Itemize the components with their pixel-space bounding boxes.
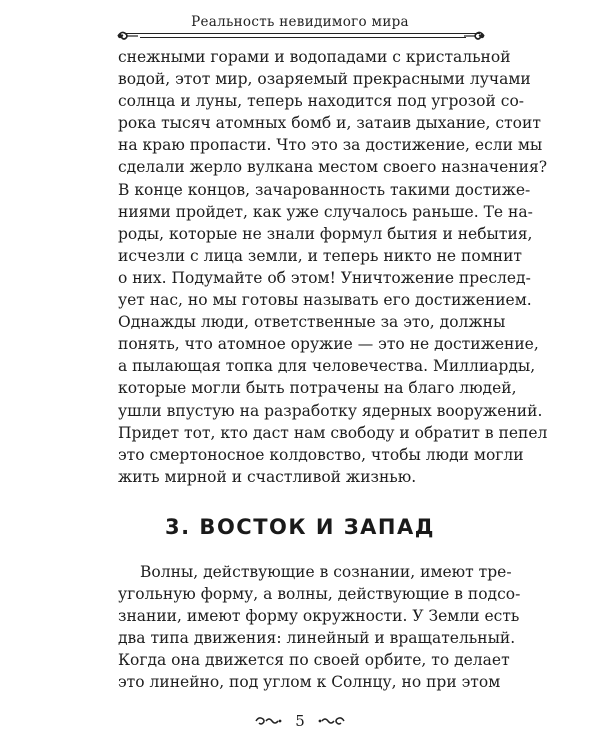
header-rule-top: [126, 33, 480, 34]
text-line: водой, этот мир, озаряемый прекрасными лучами: [118, 70, 531, 89]
text-line: ушли впустую на разработку ядерных вооружений.: [118, 401, 543, 420]
text-line: Придет тот, кто даст нам свободу и обратит в пепел: [118, 423, 548, 442]
footer-ornament-left-icon: [254, 715, 282, 727]
text-line: два типа движения: линейный и вращательный.: [118, 629, 516, 648]
text-line: это смертоносное колдовство, чтобы люди могли: [118, 445, 524, 464]
footer-ornament-right-icon: [318, 715, 346, 727]
header-ornament-right-icon: [464, 28, 486, 44]
page-footer: [0, 711, 600, 730]
text-line: угольную форму, а волны, действующие в подсо-: [118, 585, 521, 604]
text-line: знании, имеют форму окружности. У Земли есть: [118, 607, 520, 626]
text-line: ует нас, но мы готовы называть его достижением.: [118, 291, 532, 310]
text-line: роды, которые не знали формул бытия и небытия,: [118, 224, 533, 243]
body-paragraph-1: [118, 46, 548, 488]
text-line: В конце концов, зачарованность такими достиже-: [118, 180, 531, 199]
text-line: Когда она движется по своей орбите, то делает: [118, 651, 510, 670]
text-line: сделали жерло вулкана местом своего назначения?: [118, 158, 548, 177]
text-line: понять, что атомное оружие — это не достижение,: [118, 335, 539, 354]
text-line: рока тысяч атомных бомб и, затаив дыхание, стоит: [118, 114, 541, 133]
text-line: снежными горами и водопадами с кристальной: [118, 48, 511, 66]
text-line: которые могли быть потрачены на благо людей,: [118, 379, 517, 398]
text-line: на краю пропасти. Что это за достижение, если мы: [118, 136, 543, 155]
text-line: ниями пройдет, как уже случалось раньше. Те на-: [118, 202, 533, 221]
text-line: Однажды люди, ответственные за это, должны: [118, 313, 506, 332]
text-line: солнца и луны, теперь находится под угрозой со-: [118, 92, 525, 111]
text-line: о них. Подумайте об этом! Уничтожение преслед-: [118, 268, 531, 287]
text-line: исчезли с лица земли, и теперь никто не помнит: [118, 246, 522, 265]
text-line: жить мирной и счастливой жизнью.: [118, 467, 417, 486]
body-paragraph-2: [118, 561, 521, 694]
header-rule-bottom: [140, 37, 466, 38]
page-number: 5: [295, 712, 305, 730]
section-heading: 3. ВОСТОК И ЗАПАД: [165, 515, 435, 539]
text-line: а пылающая топка для человечества. Миллиарды,: [118, 357, 536, 376]
text-line: это линейно, под углом к Солнцу, но при этом: [118, 673, 501, 692]
header-ornament-left-icon: [116, 28, 138, 44]
running-header-title: Реальность невидимого мира: [191, 14, 409, 30]
text-line: Волны, действующие в сознании, имеют тре-: [140, 563, 512, 581]
